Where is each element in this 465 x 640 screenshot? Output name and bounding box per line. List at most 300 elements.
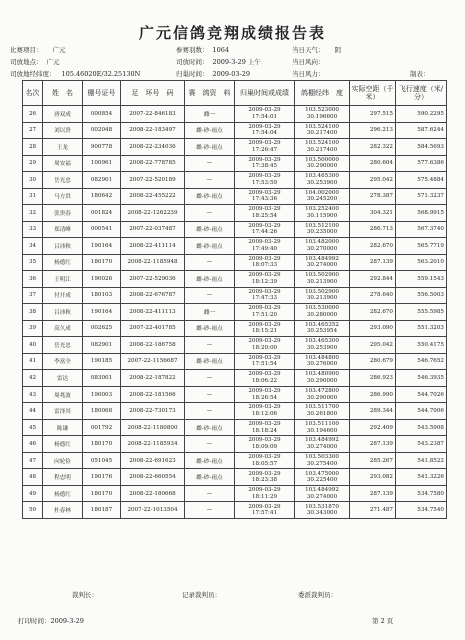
name-cell: 马方洪	[43, 188, 83, 205]
info-cell: —	[185, 386, 235, 403]
time-cell-line: 18:20:00	[251, 344, 278, 351]
lonlat-cell	[295, 254, 350, 271]
lonlat-cell	[295, 436, 350, 453]
lonlat-cell	[295, 155, 350, 172]
speed-cell: 544.7026	[396, 386, 447, 403]
speed-cell: 568.9915	[396, 205, 447, 222]
lonlat-cell	[295, 304, 350, 321]
info-cell: —	[185, 155, 235, 172]
time-cell-line: 2009-03-29	[248, 123, 281, 130]
lonlat-cell-line: 103.511100	[305, 420, 339, 427]
lonlat-cell-line: 103.503300	[305, 453, 339, 460]
name-cell: 杜春林	[43, 502, 83, 519]
rank-cell: 39	[23, 320, 43, 337]
time-cell-line: 17:51:20	[251, 311, 278, 318]
lonlat-cell-line: 30.225400	[306, 477, 338, 484]
rank-cell: 36	[23, 271, 43, 288]
time-cell-line: 18:05:57	[251, 460, 278, 467]
table-row	[23, 238, 447, 255]
time-cell-line: 2009-03-29	[248, 503, 281, 510]
name-cell: 程忠明	[43, 469, 83, 486]
shed-cell: 180068	[83, 403, 121, 420]
table-row	[23, 221, 447, 238]
lonlat-cell-line: 104.002000	[305, 189, 339, 196]
lonlat-cell-line: 30.253900	[306, 179, 338, 186]
shed-cell: 190003	[83, 386, 121, 403]
ring-cell: 2008-22-180668	[121, 485, 185, 502]
lonlat-cell	[295, 221, 350, 238]
lonlat-cell	[295, 502, 350, 519]
rank-cell: 32	[23, 205, 43, 222]
lonlat-cell-line: 30.213900	[306, 278, 338, 285]
lonlat-cell-line: 30.245200	[306, 196, 338, 203]
name-cell: 向轮俭	[43, 452, 83, 469]
name-cell: 张贵春	[43, 205, 83, 222]
info-cell: 雌一	[185, 304, 235, 321]
shed-cell: 001792	[83, 419, 121, 436]
time-cell	[235, 353, 295, 370]
distance-cell: 282.670	[350, 238, 396, 255]
info-cell: 雌-砂-雨点	[185, 419, 235, 436]
time-cell	[235, 320, 295, 337]
lonlat-cell-line: 30.290000	[306, 378, 338, 384]
shed-cell: 082901	[83, 337, 121, 354]
shed-cell: 001824	[83, 205, 121, 222]
rank-cell: 49	[23, 485, 43, 502]
info-cell: —	[185, 205, 235, 222]
name-cell: 刘以贵	[43, 122, 83, 139]
distance-cell: 293.082	[350, 469, 396, 486]
distance-cell: 287.139	[350, 485, 396, 502]
ring-cell: 2008-22-234036	[121, 139, 185, 156]
ring-cell: 2007-22-520189	[121, 172, 185, 189]
table-maker: 制表：	[410, 70, 430, 78]
lonlat-cell	[295, 238, 350, 255]
speed-cell: 567.3740	[396, 221, 447, 238]
speed-cell: 543.2387	[396, 436, 447, 453]
info-cell: —	[185, 403, 235, 420]
rank-cell: 50	[23, 502, 43, 519]
ring-cell: 2008-22-411114	[121, 238, 185, 255]
lonlat-cell-line: 103.502900	[305, 288, 339, 295]
info-cell: 雌-砂-雨点	[185, 238, 235, 255]
time-cell-line: 17:26:47	[251, 146, 278, 153]
wind-force: 当日风力：	[292, 70, 325, 78]
time-cell-line: 2009-03-29	[248, 371, 281, 378]
ring-cell: 2008-22-1262239	[121, 205, 185, 222]
name-cell: 付开成	[43, 287, 83, 304]
shed-cell: 180170	[83, 254, 121, 271]
time-cell-line: 17:54:04	[251, 130, 278, 137]
speed-cell: 587.6244	[396, 122, 447, 139]
time-cell	[235, 188, 295, 205]
table-row	[23, 188, 447, 205]
table-row	[23, 287, 447, 304]
lonlat-cell-line: 30.343000	[306, 510, 338, 517]
lonlat-cell	[295, 370, 350, 387]
rank-cell: 44	[23, 403, 43, 420]
table-row	[23, 172, 447, 189]
column-header: 足 环号 码	[121, 81, 185, 106]
time-cell	[235, 304, 295, 321]
time-cell-line: 2009-03-29	[248, 338, 281, 345]
table-row	[23, 370, 447, 387]
lonlat-cell-line: 30.115900	[306, 212, 338, 219]
lonlat-cell-line: 103.523000	[305, 107, 339, 114]
info-cell: 雌-砂-雨点	[185, 452, 235, 469]
column-header: 飞行速度（米/分）	[396, 81, 447, 106]
name-cell: 陈谦	[43, 419, 83, 436]
rank-cell: 48	[23, 469, 43, 486]
lonlat-cell	[295, 106, 350, 123]
report-title: 广元信鸽竞翔成绩报告表	[138, 24, 326, 42]
ring-cell: 2008-22-1185934	[121, 436, 185, 453]
shed-cell: 000541	[83, 221, 121, 238]
speed-cell: 534.7540	[396, 502, 447, 519]
distance-cell: 285.267	[350, 452, 396, 469]
time-cell-line: 17:53:59	[251, 179, 278, 186]
rank-cell: 37	[23, 287, 43, 304]
time-cell-line: 2009-03-29	[248, 453, 281, 460]
name-cell: 王龙	[43, 139, 83, 156]
lonlat-cell-line: 103.472800	[305, 387, 339, 394]
table-row	[23, 337, 447, 354]
rank-cell: 26	[23, 106, 43, 123]
time-cell-line: 2009-03-29	[248, 404, 281, 411]
name-cell: 岳光忠	[43, 337, 83, 354]
info-cell: —	[185, 436, 235, 453]
release-place: 司放地点： 广元	[10, 58, 60, 66]
info-cell: 雌-砂-雨点	[185, 353, 235, 370]
table-row	[23, 271, 447, 288]
distance-cell: 295.042	[350, 172, 396, 189]
lonlat-cell-line: 103.475000	[305, 470, 339, 477]
rank-cell: 43	[23, 386, 43, 403]
lonlat-cell-line: 103.511700	[305, 404, 339, 411]
table-row	[23, 254, 447, 271]
info-cell: 雌-砂-雨点	[185, 271, 235, 288]
time-cell-line: 18:23:38	[251, 477, 278, 484]
info-cell: —	[185, 337, 235, 354]
speed-cell: 543.5908	[396, 419, 447, 436]
table-row	[23, 452, 447, 469]
distance-cell: 304.321	[350, 205, 396, 222]
speed-cell: 590.2295	[396, 106, 447, 123]
column-header: 实际空距（千米）	[350, 81, 396, 106]
ring-cell: 2008-22-411113	[121, 304, 185, 321]
name-cell: 岳光忠	[43, 172, 83, 189]
distance-cell: 296.213	[350, 122, 396, 139]
speed-cell: 546.3935	[396, 370, 447, 387]
lonlat-cell-line: 30.276000	[306, 361, 338, 368]
info-cell: 雌-砂-雨点	[185, 469, 235, 486]
distance-cell: 297.515	[350, 106, 396, 123]
shed-cell: 180642	[83, 188, 121, 205]
lonlat-cell-line: 30.290000	[306, 163, 338, 170]
rank-cell: 38	[23, 304, 43, 321]
rank-cell: 27	[23, 122, 43, 139]
name-cell: 吕沛秋	[43, 304, 83, 321]
lonlat-cell	[295, 419, 350, 436]
lonlat-cell-line: 103.252400	[305, 206, 339, 213]
lonlat-cell-line: 103.530000	[305, 305, 339, 312]
time-cell-line: 2009-03-29	[248, 288, 281, 295]
lonlat-cell-line: 30.270000	[306, 245, 338, 252]
column-header: 姓 名	[43, 81, 83, 106]
info-cell: —	[185, 485, 235, 502]
speed-cell: 565.7719	[396, 238, 447, 255]
results-table	[22, 80, 447, 519]
rank-cell: 30	[23, 172, 43, 189]
table-row	[23, 106, 447, 123]
distance-cell: 278.640	[350, 287, 396, 304]
time-cell-line: 2009-03-29	[248, 272, 281, 279]
speed-cell: 541.3226	[396, 469, 447, 486]
lonlat-cell-line: 30.235000	[306, 229, 338, 236]
time-cell	[235, 469, 295, 486]
time-cell-line: 2009-03-29	[248, 354, 281, 361]
table-row	[23, 353, 447, 370]
time-cell-line: 2009-03-29	[248, 206, 281, 213]
time-cell	[235, 271, 295, 288]
time-cell	[235, 419, 295, 436]
speed-cell: 551.3203	[396, 320, 447, 337]
shed-cell: 190164	[83, 304, 121, 321]
info-cell: 雌-砂-雨点	[185, 188, 235, 205]
ring-cell: 2008-22-183497	[121, 122, 185, 139]
ring-cell: 2007-22-1013504	[121, 502, 185, 519]
lonlat-cell	[295, 320, 350, 337]
ring-cell: 2008-22-186758	[121, 337, 185, 354]
lonlat-cell	[295, 485, 350, 502]
lonlat-cell-line: 30.280000	[306, 311, 338, 318]
shed-cell: 190185	[83, 353, 121, 370]
shed-cell: 180170	[83, 436, 121, 453]
distance-cell: 293.090	[350, 320, 396, 337]
shed-cell: 190176	[83, 469, 121, 486]
time-cell-line: 2009-03-29	[248, 140, 281, 147]
entries-count: 参赛羽数： 1064	[176, 46, 230, 54]
release-coords: 司放地经纬度： 105.46020E/32.25130N	[10, 70, 141, 78]
return-time: 归巢时间： 2009-03-29	[176, 70, 250, 78]
lonlat-cell	[295, 337, 350, 354]
time-cell-line: 18:07:33	[251, 262, 278, 269]
column-header: 名次	[23, 81, 43, 106]
lonlat-cell-line: 30.217400	[306, 146, 338, 153]
time-cell	[235, 172, 295, 189]
lonlat-cell-line: 30.253954	[306, 328, 338, 335]
table-row	[23, 469, 447, 486]
speed-cell: 534.7580	[396, 485, 447, 502]
time-cell-line: 2009-03-29	[248, 222, 281, 229]
info-cell: 雌一	[185, 106, 235, 123]
speed-cell: 559.1543	[396, 271, 447, 288]
name-cell: 吕沛秋	[43, 238, 83, 255]
rank-cell: 35	[23, 254, 43, 271]
speed-cell: 571.3237	[396, 188, 447, 205]
rank-cell: 41	[23, 353, 43, 370]
name-cell: 李富全	[43, 353, 83, 370]
table-row	[23, 320, 447, 337]
page-number: 第 2 页	[372, 617, 394, 625]
table-row	[23, 485, 447, 502]
speed-cell: 563.2010	[396, 254, 447, 271]
ring-cell: 2007-22-401785	[121, 320, 185, 337]
shed-cell: 900778	[83, 139, 121, 156]
rank-cell: 34	[23, 238, 43, 255]
ring-cell: 2008-22-691623	[121, 452, 185, 469]
lonlat-cell-line: 30.261800	[306, 411, 338, 418]
ring-cell: 2007-22-037487	[121, 221, 185, 238]
name-cell: 唐双成	[43, 106, 83, 123]
time-cell-line: 2009-03-29	[248, 156, 281, 163]
lonlat-cell	[295, 386, 350, 403]
time-cell-line: 2009-03-29	[248, 487, 281, 494]
info-cell: —	[185, 370, 235, 387]
speed-cell: 575.4884	[396, 172, 447, 189]
distance-cell: 292.409	[350, 419, 396, 436]
shed-cell: 051045	[83, 452, 121, 469]
info-cell: 雌-砂-雨点	[185, 139, 235, 156]
ring-cell: 2008-22-730173	[121, 403, 185, 420]
lonlat-cell-line: 30.274000	[306, 444, 338, 451]
wind-direction: 当日风向：	[292, 58, 325, 66]
lonlat-cell	[295, 287, 350, 304]
lonlat-cell	[295, 139, 350, 156]
lonlat-cell-line: 103.524100	[305, 123, 339, 130]
time-cell-line: 2009-03-29	[248, 255, 281, 262]
lonlat-cell-line: 103.465300	[305, 173, 339, 180]
time-cell	[235, 238, 295, 255]
ring-cell: 2007-22-846183	[121, 106, 185, 123]
time-cell-line: 18:18:24	[251, 427, 278, 434]
column-header: 鸽棚经纬 度	[295, 81, 350, 106]
speed-cell: 546.7652	[396, 353, 447, 370]
rank-cell: 40	[23, 337, 43, 354]
committee-signature: 委派裁判员：	[298, 591, 337, 599]
time-cell-line: 17:54:01	[251, 113, 278, 120]
lonlat-cell-line: 103.484992	[305, 437, 339, 444]
time-cell	[235, 139, 295, 156]
ring-cell: 2008-22-778785	[121, 155, 185, 172]
weather: 当日天气： 阴	[292, 46, 341, 54]
distance-cell: 282.322	[350, 139, 396, 156]
rank-cell: 47	[23, 452, 43, 469]
time-cell-line: 2009-03-29	[248, 305, 281, 312]
lonlat-cell-line: 103.484800	[305, 354, 339, 361]
info-cell: —	[185, 172, 235, 189]
name-cell: 杨德红	[43, 485, 83, 502]
table-row	[23, 502, 447, 519]
ring-cell: 2008-22-455222	[121, 188, 185, 205]
time-cell-line: 2009-03-29	[248, 107, 281, 114]
lonlat-cell	[295, 188, 350, 205]
shed-cell: 082901	[83, 172, 121, 189]
time-cell	[235, 287, 295, 304]
lonlat-cell-line: 30.194600	[306, 427, 338, 434]
table-row	[23, 139, 447, 156]
table-header-row	[23, 81, 447, 106]
column-header: 赛 鸽资 料	[185, 81, 235, 106]
rank-cell: 46	[23, 436, 43, 453]
time-cell-line: 2009-03-29	[248, 437, 281, 444]
lonlat-cell-line: 30.253900	[306, 344, 338, 351]
time-cell-line: 18:12:39	[251, 278, 278, 285]
ring-cell: 2008-22-1185948	[121, 254, 185, 271]
rank-cell: 33	[23, 221, 43, 238]
ring-cell: 2008-22-660554	[121, 469, 185, 486]
lonlat-cell-line: 103.484992	[305, 255, 339, 262]
speed-cell: 544.7006	[396, 403, 447, 420]
time-cell	[235, 370, 295, 387]
results-body	[23, 106, 447, 519]
speed-cell: 584.5693	[396, 139, 447, 156]
column-header: 归巢时间或成绩	[235, 81, 295, 106]
time-cell-line: 2009-03-29	[248, 239, 281, 246]
time-cell	[235, 502, 295, 519]
time-cell	[235, 221, 295, 238]
table-row	[23, 304, 447, 321]
table-row	[23, 419, 447, 436]
distance-cell: 280.679	[350, 353, 396, 370]
distance-cell: 287.139	[350, 254, 396, 271]
table-row	[23, 122, 447, 139]
rank-cell: 29	[23, 155, 43, 172]
column-header: 棚号证号	[83, 81, 121, 106]
time-cell-line: 18:09:09	[251, 444, 278, 451]
lonlat-cell-line: 103.484992	[305, 487, 339, 494]
time-cell	[235, 337, 295, 354]
shed-cell: 180187	[83, 502, 121, 519]
rank-cell: 45	[23, 419, 43, 436]
time-cell-line: 2009-03-29	[248, 173, 281, 180]
release-time: 司放时间： 2009-3-29 上午	[176, 58, 261, 66]
speed-cell: 577.6386	[396, 155, 447, 172]
time-cell-line: 2009-03-29	[248, 470, 281, 477]
lonlat-cell-line: 30.290000	[306, 394, 338, 401]
speed-cell: 556.5003	[396, 287, 447, 304]
lonlat-cell-line: 103.524100	[305, 140, 339, 147]
time-cell-line: 18:15:21	[251, 328, 278, 335]
time-cell-line: 17:49:40	[251, 245, 278, 252]
shed-cell: 100961	[83, 155, 121, 172]
shed-cell: 190164	[83, 238, 121, 255]
distance-cell: 286.713	[350, 221, 396, 238]
race-name: 比赛项目： 广元	[10, 46, 66, 54]
time-cell-line: 18:06:22	[251, 378, 278, 384]
shed-cell: 002625	[83, 320, 121, 337]
time-cell-line: 17:51:54	[251, 361, 278, 368]
lonlat-cell-line: 103.480900	[305, 371, 339, 378]
info-cell: 雌-砂-雨点	[185, 221, 235, 238]
print-time: 打印时间：2009-3-29	[18, 617, 84, 625]
shed-cell: 000854	[83, 106, 121, 123]
distance-cell: 282.670	[350, 304, 396, 321]
ring-cell: 2007-22-1156687	[121, 353, 185, 370]
name-cell: 雷泽其	[43, 403, 83, 420]
distance-cell: 287.139	[350, 436, 396, 453]
lonlat-cell-line: 103.531870	[305, 503, 339, 510]
distance-cell: 278.387	[350, 188, 396, 205]
lonlat-cell-line: 30.217400	[306, 130, 338, 137]
shed-cell: 002048	[83, 122, 121, 139]
time-cell-line: 17:47:33	[251, 295, 278, 302]
table-row	[23, 386, 447, 403]
lonlat-cell	[295, 172, 350, 189]
distance-cell: 280.604	[350, 155, 396, 172]
time-cell	[235, 122, 295, 139]
table-row	[23, 436, 447, 453]
